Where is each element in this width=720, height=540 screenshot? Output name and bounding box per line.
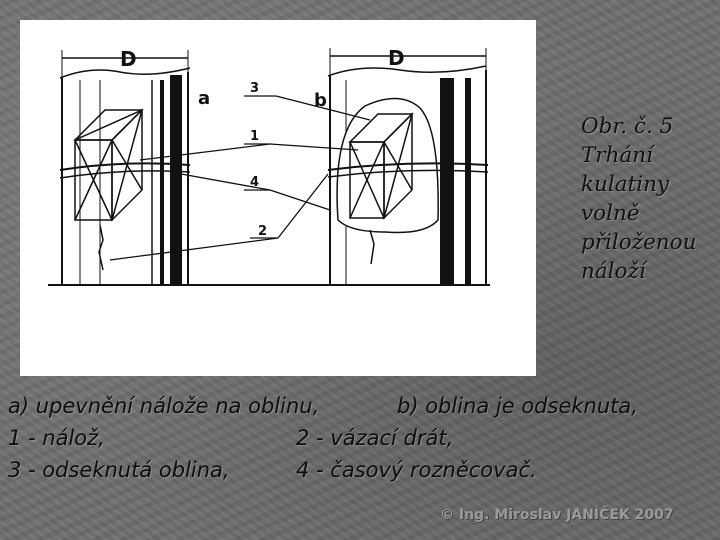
legend-item-3: 3 - odseknutá oblina, [8, 458, 230, 482]
callout-3: 3 [250, 81, 260, 96]
caption-line: Obr. č. 5 [581, 114, 674, 139]
log-blasting-figure [20, 20, 536, 376]
dimension-d-left: D [120, 47, 137, 71]
legend-item-1: 1 - nálož, [8, 426, 105, 450]
caption-line: kulatiny [581, 172, 670, 197]
callout-2: 2 [258, 224, 268, 239]
caption-line: přiloženou [581, 230, 697, 255]
copyright-footer: © Ing. Miroslav JANÍČEK 2007 [440, 507, 674, 523]
log-left [60, 47, 190, 285]
caption-line: Trhání [581, 143, 654, 168]
callout-4: 4 [250, 175, 260, 190]
figure-caption [581, 112, 716, 286]
caption-line: náloží [581, 259, 646, 284]
callout-1: 1 [250, 129, 260, 144]
label-a: a [198, 88, 211, 109]
legend-item-4: 4 - časový rozněcovač. [296, 458, 537, 482]
dimension-d-right: D [388, 46, 405, 70]
legend-item-b: b) oblina je odseknuta, [397, 394, 638, 418]
caption-line: volně [581, 201, 640, 226]
legend-item-2: 2 - vázací drát, [296, 426, 454, 450]
label-b: b [314, 90, 327, 111]
log-diagram [20, 20, 536, 376]
log-right [328, 46, 488, 285]
legend-item-a: a) upevnění nálože na oblinu, [8, 394, 320, 418]
